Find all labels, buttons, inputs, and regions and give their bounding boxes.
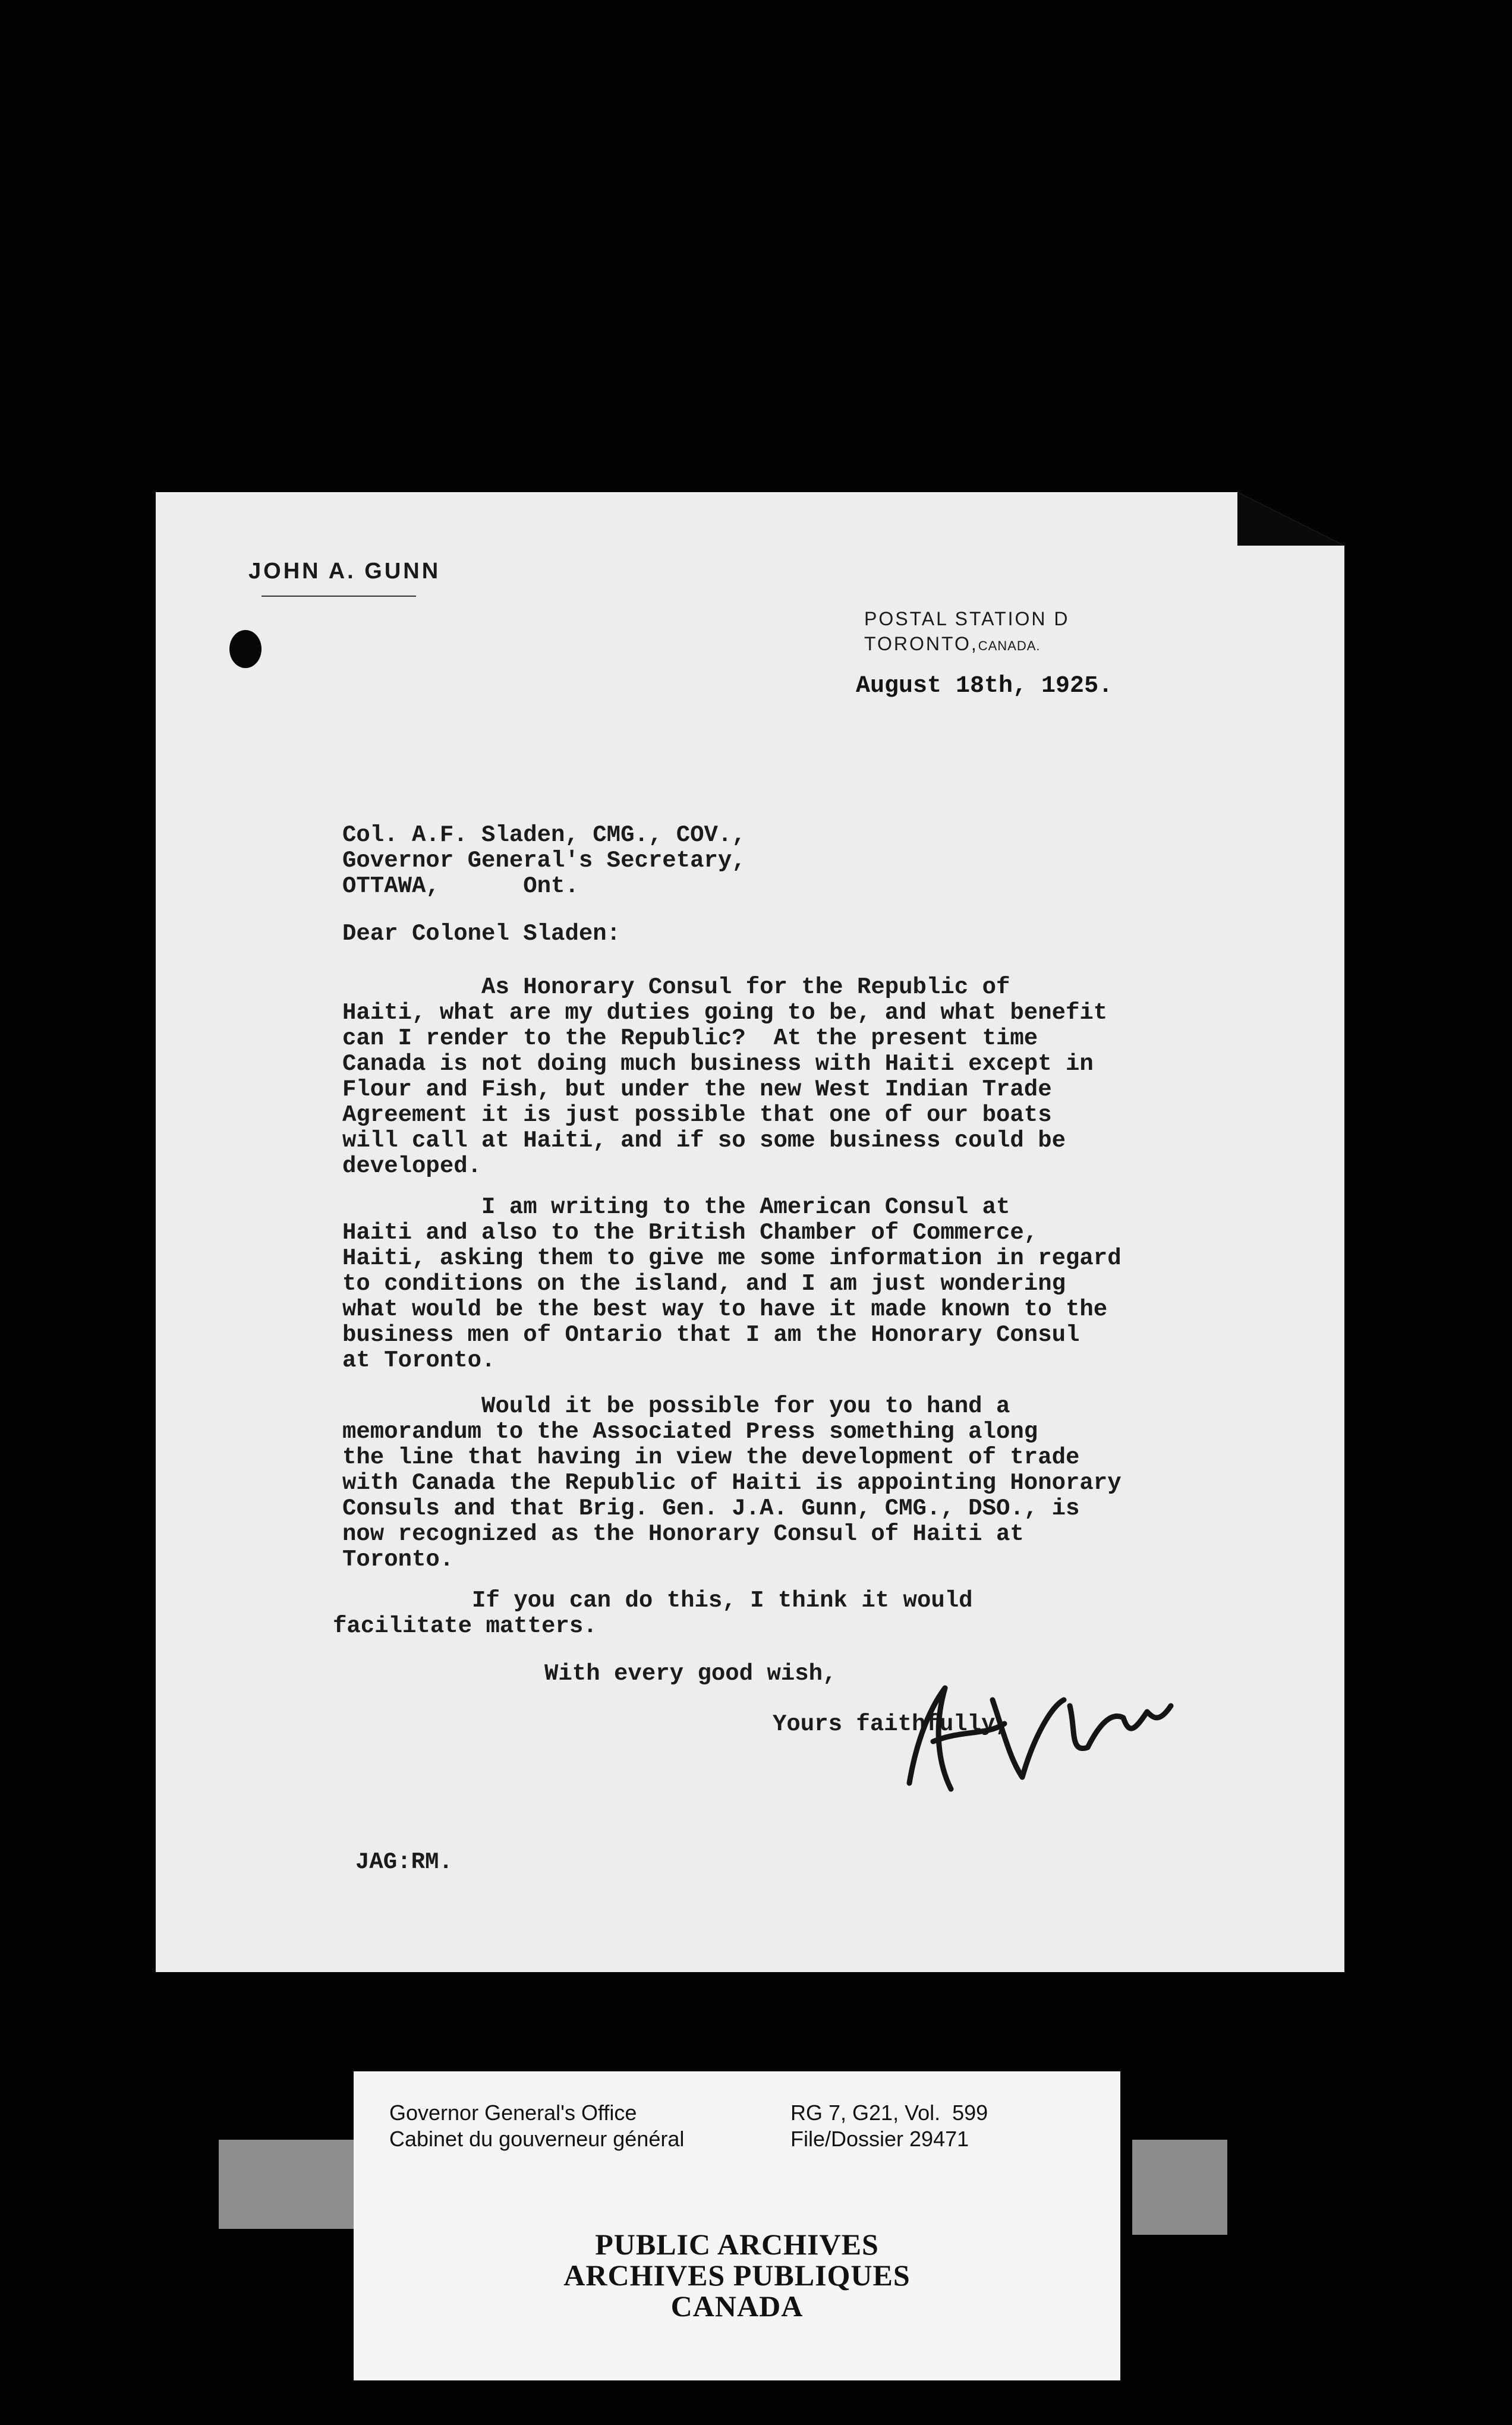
address-city: TORONTO, xyxy=(864,633,978,654)
reference-number: RG 7, G21, Vol. 599 xyxy=(790,2100,988,2125)
typist-initials: JAG:RM. xyxy=(355,1849,453,1875)
tape-strip-right xyxy=(1132,2140,1227,2235)
office-fr: Cabinet du gouverneur général xyxy=(389,2127,685,2151)
archives-country: CANADA xyxy=(670,2289,804,2323)
tape-strip-left xyxy=(219,2140,367,2229)
archives-title-fr: ARCHIVES PUBLIQUES xyxy=(563,2259,911,2292)
file-number: File/Dossier 29471 xyxy=(790,2127,969,2151)
sender-address xyxy=(864,606,1070,659)
address-city-line xyxy=(864,631,1070,659)
archive-label xyxy=(354,2071,1120,2380)
body-paragraph-3: Would it be possible for you to hand a memorandum to the Associated Press something along the line that having in view the development of trade with Canada the Republic of Haiti is appointing Honorary Consuls and that Brig. Gen. J.A. Gunn, CMG., DSO., is now recognized as the Honorary Consul of Haiti at Toronto. xyxy=(342,1393,1122,1573)
punch-hole xyxy=(229,630,262,668)
closing: With every good wish, xyxy=(544,1661,837,1687)
letter-date: August 18th, 1925. xyxy=(856,673,1113,700)
address-line: POSTAL STATION D xyxy=(864,608,1070,629)
handwritten-signature xyxy=(874,1664,1183,1801)
body-paragraph-2: I am writing to the American Consul at Haiti and also to the British Chamber of Commerce, Haiti, asking them to give me some information in regard to conditions on the island, and I am just wondering what would be the best way to have it made known to the business men of Ontario that I am the Honorary Consul at Toronto. xyxy=(342,1194,1122,1374)
complimentary-close: Yours faithfully, xyxy=(773,1711,1009,1737)
folded-corner xyxy=(1237,492,1344,546)
letterhead-rule xyxy=(262,596,416,597)
body-paragraph-4: If you can do this, I think it would facilitate matters. xyxy=(333,1588,973,1639)
archives-stamp xyxy=(354,2229,1120,2322)
archives-title-en: PUBLIC ARCHIVES xyxy=(595,2228,879,2261)
inside-address: Col. A.F. Sladen, CMG., COV., Governor General's Secretary, OTTAWA, Ont. xyxy=(342,822,746,899)
salutation: Dear Colonel Sladen: xyxy=(342,921,621,947)
office-names xyxy=(389,2100,684,2152)
address-country: CANADA. xyxy=(978,638,1041,653)
office-en: Governor General's Office xyxy=(389,2100,637,2125)
letterhead: JOHN A. GUNN xyxy=(248,559,441,584)
archive-references xyxy=(790,2100,988,2152)
body-paragraph-1: As Honorary Consul for the Republic of Haiti, what are my duties going to be, and what benefit can I render to the Republic? At the present time Canada is not doing much business with Haiti except in Flour and Fish, but under the new West Indian Trade Agreement it is just possible that one of our boats will call at Haiti, and if so some business could be developed. xyxy=(342,974,1108,1179)
